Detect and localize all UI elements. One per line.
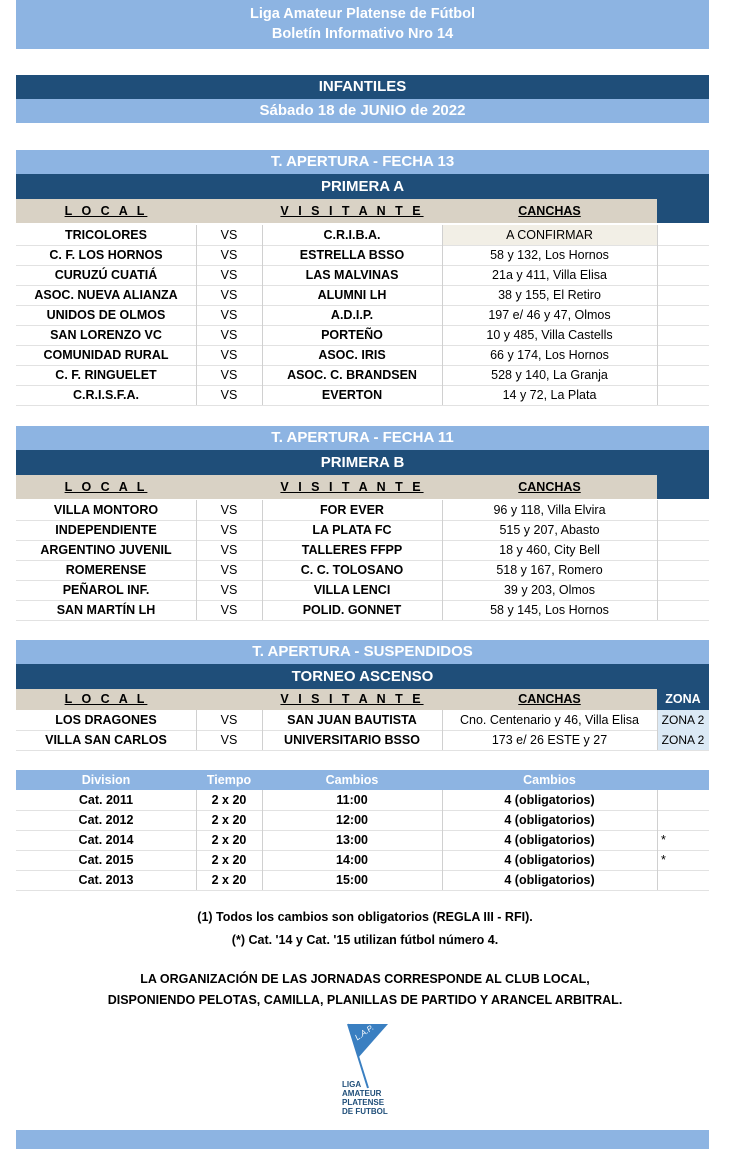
cell-divider [196,265,197,285]
vs-header-blank [196,475,262,499]
section1-title: T. APERTURA - FECHA 13 [16,150,709,174]
hora: 15:00 [336,873,368,887]
cell-divider [657,580,658,600]
cell-divider [657,830,658,850]
local-team: UNIDOS DE OLMOS [46,308,166,322]
cell-divider [262,285,263,305]
zona-value: ZONA 2 [657,710,709,730]
cell-divider [657,245,658,265]
vs-label: VS [220,543,238,557]
visitante-team: ASOC. IRIS [318,348,386,362]
cell-divider [196,790,197,810]
logo-line-2: AMATEUR [342,1089,382,1098]
cell-divider [657,500,658,520]
visitante-header: V I S I T A N T E [262,689,442,710]
visitante-team: SAN JUAN BAUTISTA [287,713,417,727]
vs-label: VS [220,733,238,747]
visitante-team: TALLERES FFPP [301,543,403,557]
cell-divider [657,345,658,365]
division: Cat. 2015 [78,853,134,867]
match-row [16,500,709,521]
cancha: 10 y 485, Villa Castells [486,328,613,342]
cancha: 39 y 203, Olmos [503,583,595,597]
logo-line-3: PLATENSE [342,1098,385,1107]
local-team: ROMERENSE [65,563,147,577]
local-team: ASOC. NUEVA ALIANZA [34,288,178,302]
cell-divider [442,730,443,750]
cell-divider [657,365,658,385]
visitante-team: C.R.I.B.A. [323,228,381,242]
cell-divider [262,560,263,580]
cell-divider [262,345,263,365]
local-team: TRICOLORES [65,228,147,242]
match-row [16,520,709,541]
asterisk-note [657,810,675,830]
footer-bar [16,1130,709,1149]
cell-divider [657,305,658,325]
cell-divider [196,345,197,365]
section3-column-headers [16,689,709,710]
note-ball: (*) Cat. '14 y Cat. '15 utilizan fútbol número 4. [231,933,499,947]
cell-divider [196,365,197,385]
cell-divider [262,520,263,540]
cell-divider [262,540,263,560]
cell-divider [196,500,197,520]
asterisk-note: * [661,833,666,847]
cancha: 38 y 155, El Retiro [498,288,601,302]
visitante-team: C. C. TOLOSANO [300,563,404,577]
tiempo: 2 x 20 [211,853,247,867]
cell-divider [657,520,658,540]
cell-divider [196,245,197,265]
cell-divider [196,600,197,620]
league-header [16,0,709,49]
cancha: 58 y 132, Los Hornos [490,248,609,262]
cell-divider [442,600,443,620]
cambios: 4 (obligatorios) [504,873,595,887]
tiempo-header: Tiempo [206,773,252,787]
vs-header-blank [196,199,262,223]
section1-subtitle: PRIMERA A [16,174,709,199]
match-row [16,730,709,751]
league-name: Liga Amateur Platense de Fútbol [249,6,476,22]
section2-title: T. APERTURA - FECHA 11 [16,426,709,450]
vs-label: VS [220,713,238,727]
local-team: VILLA MONTORO [53,503,159,517]
cell-divider [442,870,443,890]
section3-subtitle: TORNEO ASCENSO [16,664,709,689]
cell-divider [442,225,443,245]
note-rule: (1) Todos los cambios son obligatorios (REGLA III - RFI). [197,910,533,924]
match-row [16,285,709,306]
local-header: L O C A L [16,689,196,710]
cell-divider [196,520,197,540]
cambios: 4 (obligatorios) [504,813,595,827]
cancha: 96 y 118, Villa Elvira [493,503,606,517]
schedule-row [16,830,709,851]
vs-label: VS [220,523,238,537]
cell-divider [262,225,263,245]
cell-divider [442,500,443,520]
hora: 14:00 [336,853,368,867]
schedule-row [16,810,709,831]
visitante-team: ASOC. C. BRANDSEN [287,368,417,382]
division: Cat. 2013 [78,873,134,887]
cell-divider [657,560,658,580]
cell-divider [442,540,443,560]
cell-divider [442,265,443,285]
header-dark-block [657,174,709,223]
cell-divider [262,600,263,620]
section2-subtitle: PRIMERA B [16,450,709,475]
vs-label: VS [220,388,238,402]
local-team: CURUZÚ CUATIÁ [54,268,158,282]
cancha: 66 y 174, Los Hornos [490,348,609,362]
local-header: L O C A L [16,475,196,499]
cell-divider [657,225,658,245]
category-title: INFANTILES [16,75,709,99]
match-row [16,245,709,266]
cell-divider [262,385,263,405]
schedule-row [16,870,709,891]
visitante-team: ESTRELLA BSSO [299,248,405,262]
cell-divider [196,325,197,345]
match-row [16,345,709,366]
cell-divider [657,285,658,305]
visitante-team: PORTEÑO [321,328,383,342]
cambios-header-1: Cambios [325,773,379,787]
hora: 12:00 [336,813,368,827]
cambios: 4 (obligatorios) [504,833,595,847]
cell-divider [262,850,263,870]
cell-divider [262,325,263,345]
cancha: 528 y 140, La Granja [491,368,608,382]
visitante-team: LAS MALVINAS [305,268,399,282]
cell-divider [196,810,197,830]
vs-label: VS [220,348,238,362]
bulletin-number: Boletín Informativo Nro 14 [271,26,454,42]
section2-column-headers [16,475,709,499]
cell-divider [262,245,263,265]
cell-divider [196,830,197,850]
match-row [16,365,709,386]
cell-divider [196,870,197,890]
vs-label: VS [220,228,238,242]
cell-divider [196,385,197,405]
zona-header: ZONA [657,689,709,710]
cell-divider [442,560,443,580]
schedule-row [16,850,709,871]
asterisk-note: * [661,853,666,867]
cell-divider [442,245,443,265]
cancha: 18 y 460, City Bell [499,543,600,557]
vs-label: VS [220,308,238,322]
local-team: ARGENTINO JUVENIL [40,543,172,557]
vs-label: VS [220,583,238,597]
cell-divider [196,560,197,580]
local-team: INDEPENDIENTE [55,523,157,537]
vs-label: VS [220,268,238,282]
vs-label: VS [220,503,238,517]
match-row [16,560,709,581]
vs-label: VS [220,288,238,302]
cell-divider [442,830,443,850]
cell-divider [196,305,197,325]
cell-divider [262,790,263,810]
cell-divider [196,850,197,870]
cell-divider [196,710,197,730]
visitante-team: A.D.I.P. [330,308,374,322]
zona-value: ZONA 2 [657,730,709,750]
cell-divider [442,580,443,600]
cell-divider [442,710,443,730]
local-header: L O C A L [16,199,196,223]
cancha: 58 y 145, Los Hornos [490,603,609,617]
visitante-team: POLID. GONNET [302,603,402,617]
cancha: 197 e/ 46 y 47, Olmos [488,308,611,322]
local-team: SAN MARTÍN LH [56,603,156,617]
tiempo: 2 x 20 [211,793,247,807]
match-row [16,265,709,286]
cell-divider [262,500,263,520]
cell-divider [657,600,658,620]
cell-divider [262,830,263,850]
cell-divider [657,710,658,730]
local-team: C.R.I.S.F.A. [73,388,139,402]
match-row [16,580,709,601]
cell-divider [657,870,658,890]
cell-divider [262,365,263,385]
cell-divider [657,730,658,750]
cell-divider [657,790,658,810]
cell-divider [442,285,443,305]
cell-divider [262,810,263,830]
division: Cat. 2012 [78,813,134,827]
cell-divider [442,365,443,385]
visitante-header: V I S I T A N T E [262,475,442,499]
visitante-header: V I S I T A N T E [262,199,442,223]
local-team: SAN LORENZO VC [50,328,162,342]
schedule-header [16,770,709,790]
visitante-team: FOR EVER [320,503,384,517]
cell-divider [657,810,658,830]
schedule-row [16,790,709,811]
cell-divider [442,325,443,345]
cell-divider [657,265,658,285]
cambios-header-2: Cambios [523,773,576,787]
cancha: 173 e/ 26 ESTE y 27 [491,733,608,747]
section3-title: T. APERTURA - SUSPENDIDOS [16,640,709,664]
match-row [16,325,709,346]
logo-line-4: DE FUTBOL [342,1107,388,1116]
cell-divider [442,850,443,870]
local-team: LOS DRAGONES [55,713,157,727]
canchas-header: CANCHAS [442,689,657,710]
tiempo: 2 x 20 [211,813,247,827]
cancha: 21a y 411, Villa Elisa [492,268,607,282]
vs-label: VS [220,563,238,577]
vs-label: VS [220,248,238,262]
visitante-team: EVERTON [321,388,383,402]
cell-divider [262,710,263,730]
division-header: Division [81,773,131,787]
local-team: C. F. LOS HORNOS [49,248,163,262]
cell-divider [262,870,263,890]
local-team: C. F. RINGUELET [55,368,157,382]
asterisk-note [657,870,675,890]
cell-divider [442,385,443,405]
cell-divider [442,520,443,540]
category-date: Sábado 18 de JUNIO de 2022 [16,99,709,123]
cancha: 14 y 72, La Plata [502,388,597,402]
division: Cat. 2014 [78,833,134,847]
cell-divider [196,730,197,750]
cancha: 515 y 207, Abasto [499,523,600,537]
org-note-2: DISPONIENDO PELOTAS, CAMILLA, PLANILLAS DE PARTIDO Y ARANCEL ARBITRAL. [107,993,623,1007]
local-team: PEÑAROL INF. [62,583,150,597]
hora: 13:00 [336,833,368,847]
cancha: Cno. Centenario y 46, Villa Elisa [459,713,640,727]
cell-divider [196,285,197,305]
cell-divider [196,580,197,600]
cell-divider [657,385,658,405]
match-row [16,385,709,406]
cancha: A CONFIRMAR [442,225,657,245]
logo-line-1: LIGA [342,1080,362,1089]
hora: 11:00 [336,793,368,807]
match-row [16,225,709,246]
vs-label: VS [220,603,238,617]
header-dark-block [657,450,709,499]
cell-divider [657,325,658,345]
cell-divider [657,540,658,560]
section1-column-headers [16,199,709,223]
cell-divider [442,305,443,325]
cell-divider [442,790,443,810]
match-row [16,305,709,326]
local-team: VILLA SAN CARLOS [45,733,167,747]
visitante-team: ALUMNI LH [317,288,387,302]
cambios: 4 (obligatorios) [504,793,595,807]
canchas-header: CANCHAS [442,199,657,223]
cell-divider [262,305,263,325]
cambios: 4 (obligatorios) [504,853,595,867]
league-logo [336,1018,406,1128]
cell-divider [196,225,197,245]
canchas-header: CANCHAS [442,475,657,499]
cell-divider [196,540,197,560]
visitante-team: LA PLATA FC [312,523,392,537]
cell-divider [657,850,658,870]
vs-label: VS [220,328,238,342]
cancha: 518 y 167, Romero [496,563,603,577]
match-row [16,540,709,561]
visitante-team: VILLA LENCI [313,583,391,597]
vs-label: VS [220,368,238,382]
cell-divider [262,265,263,285]
match-row [16,600,709,621]
flag-text: L.A.P. [353,1022,376,1043]
cell-divider [262,580,263,600]
cell-divider [442,345,443,365]
tiempo: 2 x 20 [211,873,247,887]
asterisk-note [657,790,675,810]
visitante-team: UNIVERSITARIO BSSO [284,733,420,747]
local-team: COMUNIDAD RURAL [43,348,169,362]
cell-divider [442,810,443,830]
org-note-1: LA ORGANIZACIÓN DE LAS JORNADAS CORRESPONDE AL CLUB LOCAL, [140,972,590,986]
vs-header-blank [196,689,262,710]
division: Cat. 2011 [78,793,134,807]
match-row [16,710,709,731]
tiempo: 2 x 20 [211,833,247,847]
cell-divider [262,730,263,750]
